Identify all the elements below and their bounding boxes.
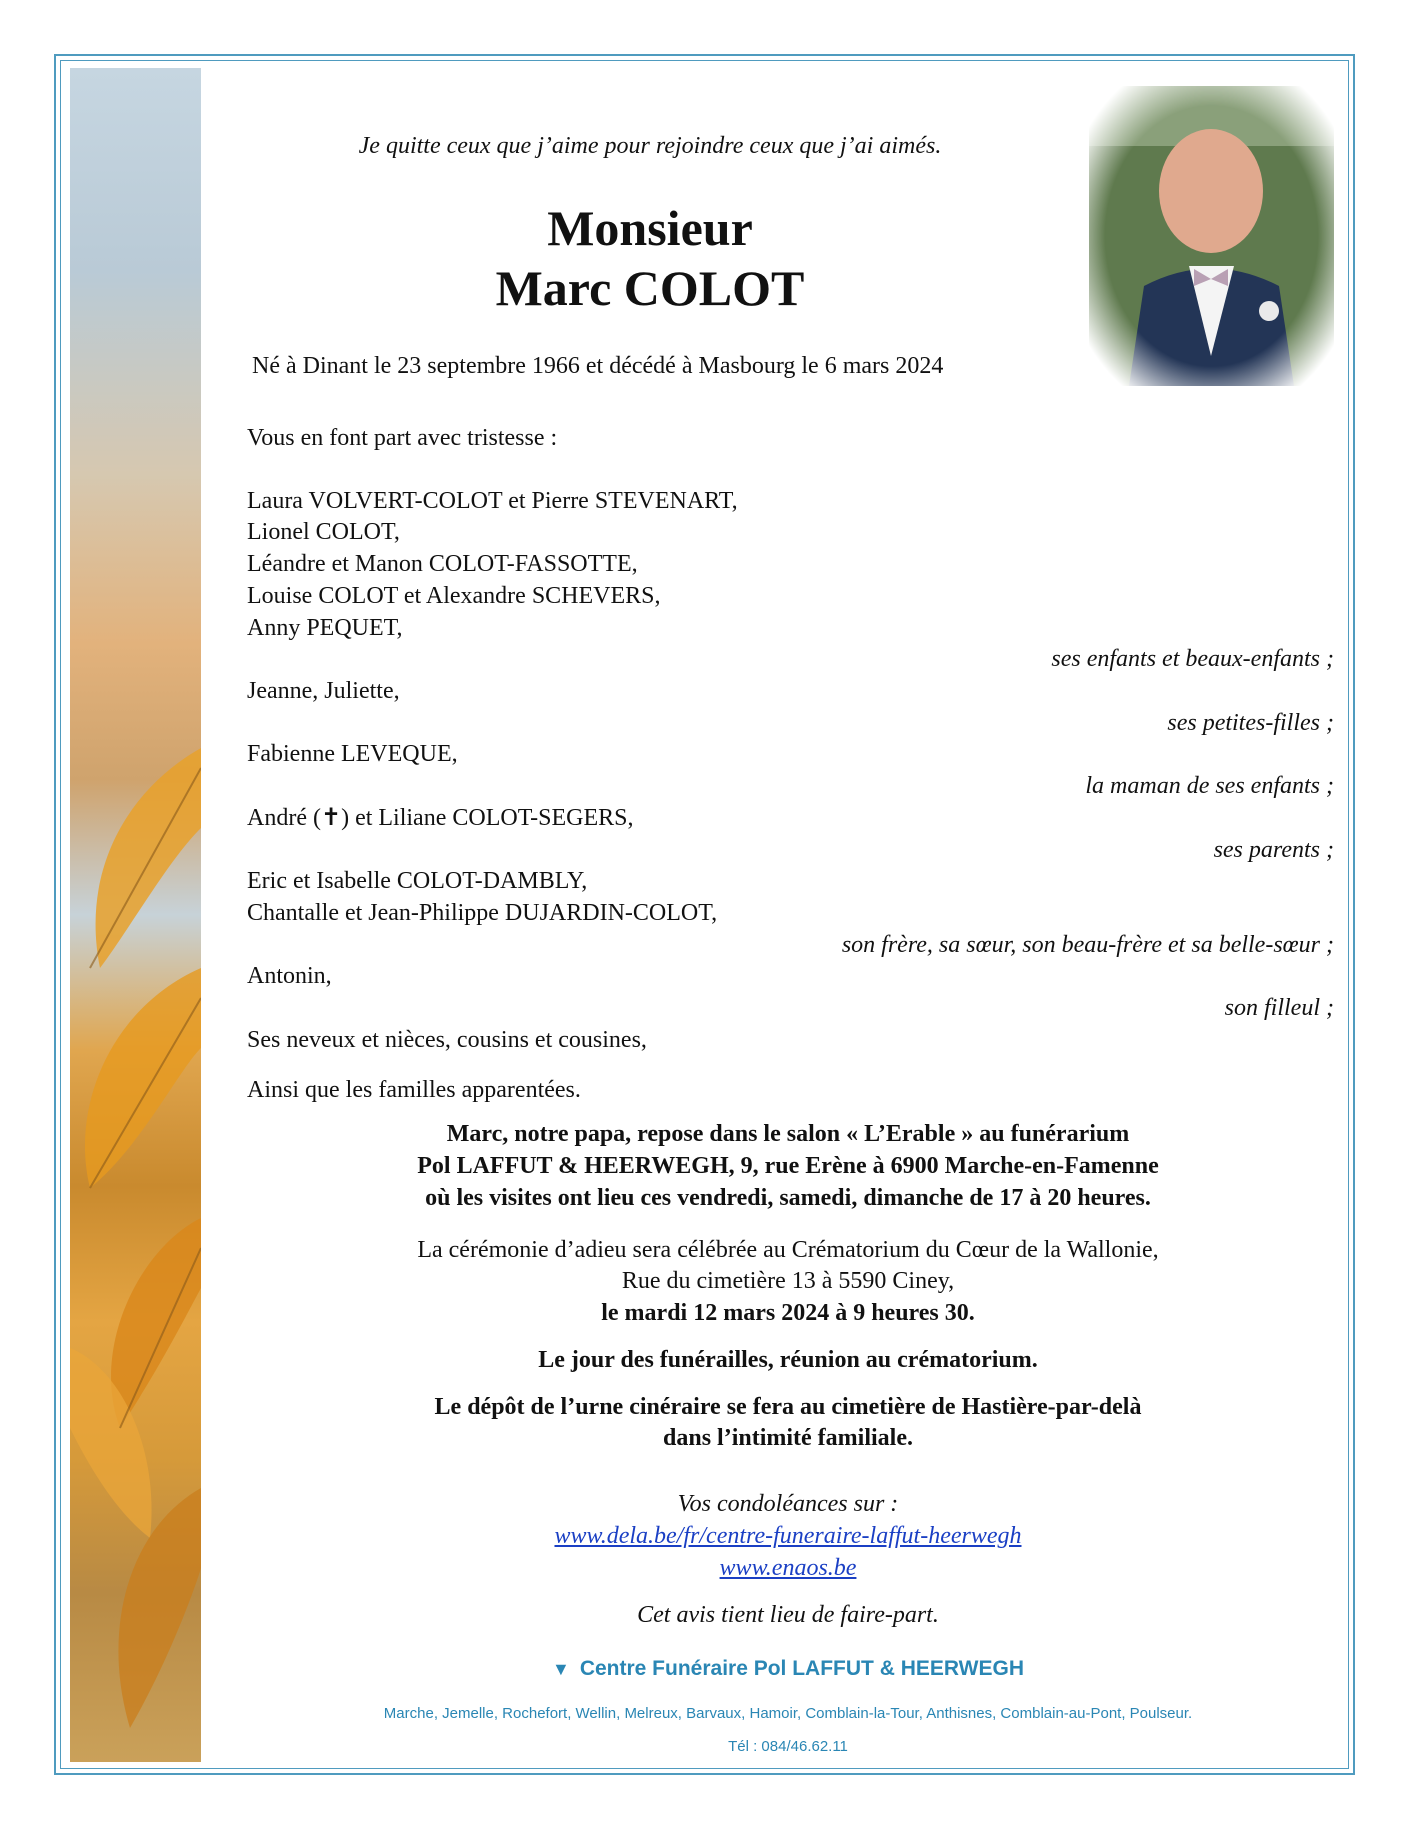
company-locations: Marche, Jemelle, Rochefort, Wellin, Melreux, Barvaux, Hamoir, Comblain-la-Tour, Anthisnes, Comblain-au-Pont, Poulseur. [383,1705,1193,1722]
family-line: Ainsi que les familles apparentées. [247,1077,581,1103]
family-line: Fabienne LEVEQUE, [247,741,458,767]
relation-label: ses enfants et beaux-enfants ; [1051,646,1334,672]
urn-line: Le dépôt de l’urne cinéraire se fera au cimetière de Hastière-par-delà [434,1394,1142,1420]
epigraph: Je quitte ceux que j’aime pour rejoindre ceux que j’ai aimés. [358,133,942,159]
ceremony-line: La cérémonie d’adieu sera célébrée au Crématorium du Cœur de la Wallonie, [417,1237,1159,1263]
enaos-link[interactable]: www.enaos.be [719,1555,857,1581]
ceremony-line: Rue du cimetière 13 à 5590 Ciney, [621,1268,955,1294]
visitation-line: Marc, notre papa, repose dans le salon « L’Erable » au funérarium [446,1121,1130,1147]
relation-label: ses petites-filles ; [1167,710,1334,736]
visitation-line: Pol LAFFUT & HEERWEGH, 9, rue Erène à 6900 Marche-en-Famenne [417,1153,1159,1179]
visitation-line: où les visites ont lieu ces vendredi, samedi, dimanche de 17 à 20 heures. [425,1185,1151,1211]
relation-label: ses parents ; [1213,837,1334,863]
urn-line: dans l’intimité familiale. [663,1425,913,1451]
company-phone: Tél : 084/46.62.11 [728,1738,848,1755]
family-line: Antonin, [247,963,332,989]
family-line: André (✝) et Liliane COLOT-SEGERS, [247,805,634,831]
family-line: Laura VOLVERT-COLOT et Pierre STEVENART, [247,488,738,514]
family-line: Lionel COLOT, [247,519,400,545]
family-line: Eric et Isabelle COLOT-DAMBLY, [247,868,588,894]
intro-line: Vous en font part avec tristesse : [247,425,558,451]
notice-line: Cet avis tient lieu de faire-part. [637,1602,939,1628]
family-line: Chantalle et Jean-Philippe DUJARDIN-COLOT, [247,900,718,926]
family-line: Jeanne, Juliette, [247,678,400,704]
portrait-photo [1089,86,1334,386]
dela-link[interactable]: www.dela.be/fr/centre-funeraire-laffut-heerwegh [554,1523,1022,1549]
relation-label: son filleul ; [1224,995,1334,1021]
company-label: Centre Funéraire Pol LAFFUT & HEERWEGH [579,1657,1024,1680]
triangle-down-icon: ▼ [552,1659,570,1679]
family-line: Louise COLOT et Alexandre SCHEVERS, [247,583,661,609]
company-name [250,1655,1326,1683]
gathering-line: Le jour des funérailles, réunion au crématorium. [538,1347,1038,1373]
relation-label: la maman de ses enfants ; [1085,773,1334,799]
family-line: Ses neveux et nièces, cousins et cousines, [247,1027,647,1053]
autumn-leaves-band [70,68,201,1762]
deceased-name: Marc COLOT [495,260,805,316]
ceremony-date: le mardi 12 mars 2024 à 9 heures 30. [601,1300,975,1326]
family-line: Léandre et Manon COLOT-FASSOTTE, [247,551,638,577]
title-honorific: Monsieur [547,200,753,256]
condolences-label: Vos condoléances sur : [677,1491,899,1517]
birth-death-line: Né à Dinant le 23 septembre 1966 et décédé à Masbourg le 6 mars 2024 [252,353,944,379]
family-line: Anny PEQUET, [247,615,403,641]
relation-label: son frère, sa sœur, son beau-frère et sa belle-sœur ; [841,932,1334,958]
